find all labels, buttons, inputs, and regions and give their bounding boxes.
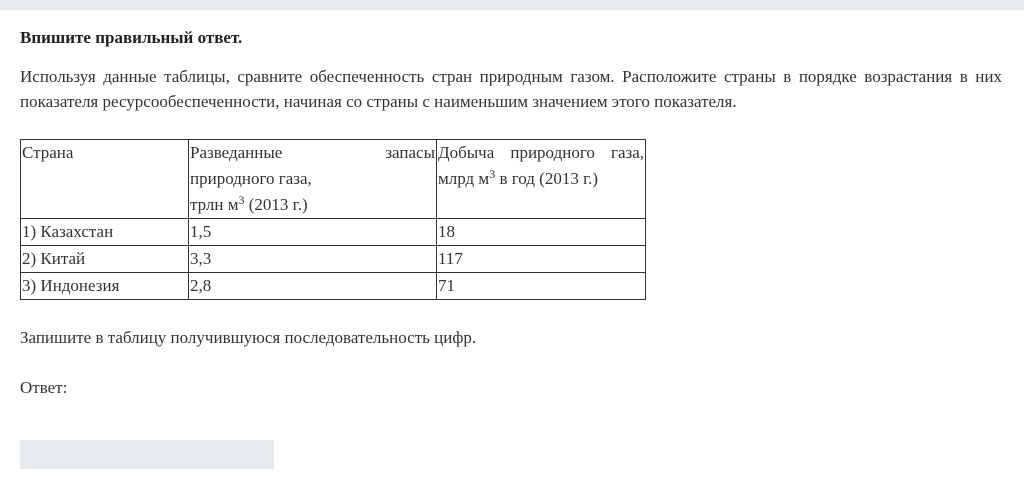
- answer-input[interactable]: [20, 440, 274, 469]
- answer-label: Ответ:: [20, 378, 68, 397]
- table-header-row: [21, 140, 646, 219]
- cell-country: 3) Индонезия: [21, 273, 189, 300]
- header-reserves-line2: природного газа,: [190, 169, 312, 188]
- header-reserves-line3: трлн $м^3$ (2013 г.): [190, 193, 308, 214]
- header-reserves-word1: Разведанные: [190, 143, 283, 162]
- top-bar: [0, 0, 1024, 10]
- table-row: [21, 273, 646, 300]
- cell-production: 71: [437, 273, 646, 300]
- cell-reserves: 3,3: [189, 246, 437, 273]
- header-production: Добыча природного газа, млрд $м^3$ в год (2013 г.): [437, 140, 646, 219]
- cell-reserves: 1,5: [189, 219, 437, 246]
- cell-country: 1) Казахстан: [21, 219, 189, 246]
- task-content: [20, 26, 1002, 400]
- header-country: Страна: [21, 140, 189, 219]
- header-reserves-word2: запасы: [385, 143, 435, 162]
- question-text: Используя данные таблицы, сравните обеспеченность стран природным газом. Расположите страны в порядке возрастания в них показателя ресурсообеспеченности, начиная со страны с наименьшим значением этого показателя.: [20, 67, 1002, 111]
- table-row: [21, 246, 646, 273]
- cell-production: 18: [437, 219, 646, 246]
- cell-production: 117: [437, 246, 646, 273]
- table-row: [21, 219, 646, 246]
- task-instruction: Впишите правильный ответ.: [20, 28, 243, 47]
- data-table: [20, 139, 646, 300]
- sequence-instruction: Запишите в таблицу получившуюся последовательность цифр.: [20, 328, 477, 347]
- cell-reserves: 2,8: [189, 273, 437, 300]
- header-reserves: [189, 140, 437, 219]
- cell-country: 2) Китай: [21, 246, 189, 273]
